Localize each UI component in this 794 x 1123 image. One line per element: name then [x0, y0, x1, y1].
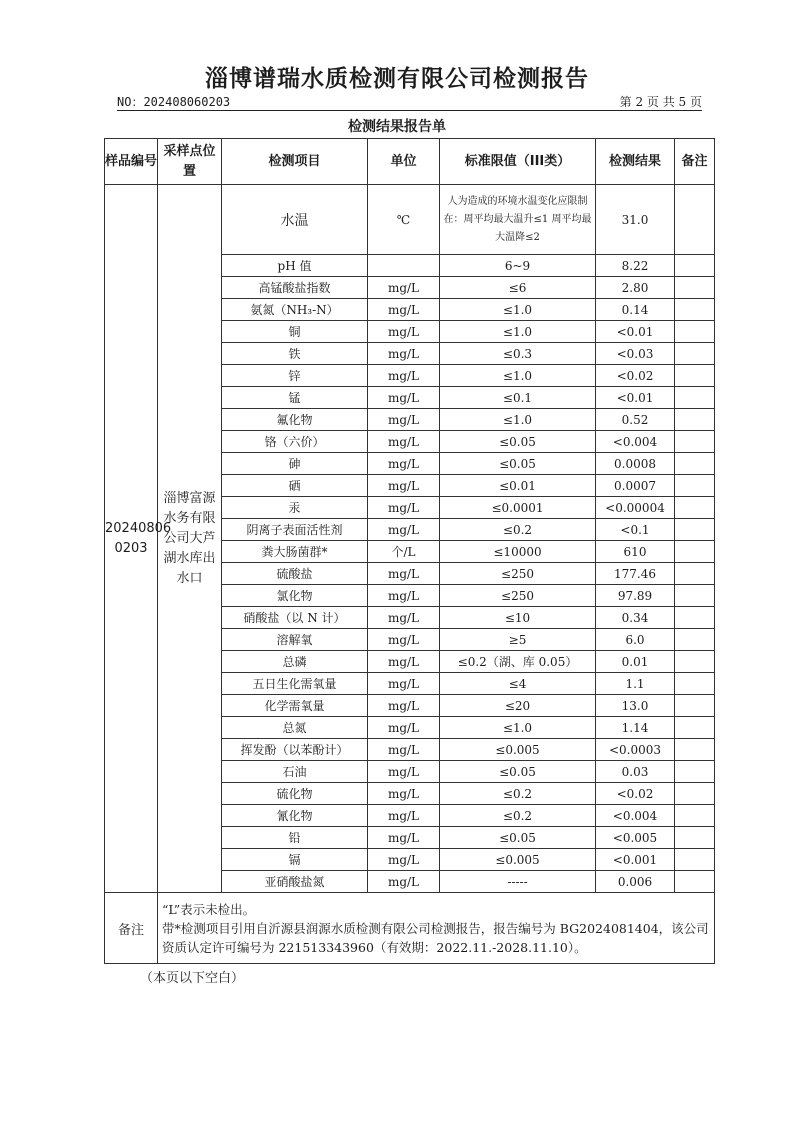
- unit: mg/L: [368, 475, 440, 497]
- test-result: <0.01: [596, 387, 675, 409]
- test-result: 8.22: [596, 255, 675, 277]
- remarks-label: 备注: [105, 893, 158, 964]
- unit: ℃: [368, 185, 440, 255]
- standard-limit: ≤10: [440, 607, 596, 629]
- standard-limit: ≤0.0001: [440, 497, 596, 519]
- row-remark: [675, 185, 715, 255]
- test-result: 1.14: [596, 717, 675, 739]
- test-item: 铁: [222, 343, 368, 365]
- standard-limit: 人为造成的环境水温变化应限制在：周平均最大温升≤1 周平均最大温降≤2: [440, 185, 596, 255]
- test-item: 氟化物: [222, 409, 368, 431]
- blank-page-note: （本页以下空白）: [140, 971, 245, 986]
- unit: mg/L: [368, 299, 440, 321]
- test-result: 6.0: [596, 629, 675, 651]
- test-item: 砷: [222, 453, 368, 475]
- test-item: pH 值: [222, 255, 368, 277]
- test-result: 0.01: [596, 651, 675, 673]
- unit: mg/L: [368, 607, 440, 629]
- row-remark: [675, 673, 715, 695]
- standard-limit: ≤20: [440, 695, 596, 717]
- unit: [368, 255, 440, 277]
- test-result: 0.0008: [596, 453, 675, 475]
- test-result: 177.46: [596, 563, 675, 585]
- test-item: 铬（六价）: [222, 431, 368, 453]
- remarks-content: [158, 893, 715, 964]
- unit: mg/L: [368, 849, 440, 871]
- sample-location: 淄博富源水务有限公司大芦湖水库出水口: [158, 185, 222, 893]
- standard-limit: ≤1.0: [440, 365, 596, 387]
- report-title: 淄博谱瑞水质检测有限公司检测报告: [205, 66, 589, 92]
- row-remark: [675, 805, 715, 827]
- test-item: 硒: [222, 475, 368, 497]
- standard-limit: ≤250: [440, 563, 596, 585]
- sample-id: 20240806 0203: [105, 185, 158, 893]
- col-header-remark: 备注: [675, 139, 715, 185]
- test-item: 汞: [222, 497, 368, 519]
- unit: mg/L: [368, 387, 440, 409]
- test-result: <0.005: [596, 827, 675, 849]
- standard-limit: -----: [440, 871, 596, 893]
- unit: mg/L: [368, 783, 440, 805]
- row-remark: [675, 739, 715, 761]
- row-remark: [675, 343, 715, 365]
- row-remark: [675, 651, 715, 673]
- unit: mg/L: [368, 827, 440, 849]
- remarks-line: 带*检测项目引用自沂源县润源水质检测有限公司检测报告，报告编号为 BG2024081404，该公司资质认定许可编号为 221513343960（有效期：2022.11.-2028.11.10）。: [162, 920, 709, 955]
- unit: mg/L: [368, 497, 440, 519]
- results-table: [104, 138, 715, 964]
- standard-limit: ≤0.2: [440, 519, 596, 541]
- test-result: 1.1: [596, 673, 675, 695]
- test-result: 0.14: [596, 299, 675, 321]
- col-header-limit: 标准限值（III类）: [440, 139, 596, 185]
- row-remark: [675, 585, 715, 607]
- test-result: <0.03: [596, 343, 675, 365]
- test-result: <0.004: [596, 805, 675, 827]
- test-result: <0.02: [596, 783, 675, 805]
- test-result: <0.00004: [596, 497, 675, 519]
- standard-limit: ≤0.2: [440, 805, 596, 827]
- row-remark: [675, 871, 715, 893]
- row-remark: [675, 849, 715, 871]
- test-item: 挥发酚（以苯酚计）: [222, 739, 368, 761]
- standard-limit: ≤0.1: [440, 387, 596, 409]
- remarks-row: [105, 893, 715, 964]
- unit: mg/L: [368, 431, 440, 453]
- row-remark: [675, 497, 715, 519]
- unit: mg/L: [368, 277, 440, 299]
- unit: mg/L: [368, 695, 440, 717]
- standard-limit: ≤0.2: [440, 783, 596, 805]
- standard-limit: ≤1.0: [440, 717, 596, 739]
- test-result: 0.03: [596, 761, 675, 783]
- row-remark: [675, 541, 715, 563]
- unit: mg/L: [368, 651, 440, 673]
- test-item: 硫化物: [222, 783, 368, 805]
- standard-limit: ≤0.05: [440, 761, 596, 783]
- test-result: 610: [596, 541, 675, 563]
- row-remark: [675, 783, 715, 805]
- test-item: 石油: [222, 761, 368, 783]
- col-header-result: 检测结果: [596, 139, 675, 185]
- col-header-location: 采样点位置: [158, 139, 222, 185]
- test-item: 氯化物: [222, 585, 368, 607]
- table-header-row: [105, 139, 715, 185]
- unit: mg/L: [368, 563, 440, 585]
- test-item: 硫酸盐: [222, 563, 368, 585]
- row-remark: [675, 827, 715, 849]
- test-result: <0.1: [596, 519, 675, 541]
- unit: mg/L: [368, 343, 440, 365]
- standard-limit: ≤1.0: [440, 299, 596, 321]
- standard-limit: ≤1.0: [440, 409, 596, 431]
- col-header-item: 检测项目: [222, 139, 368, 185]
- row-remark: [675, 563, 715, 585]
- test-item: 氨氮（NH₃-N）: [222, 299, 368, 321]
- test-item: 镉: [222, 849, 368, 871]
- test-result: 13.0: [596, 695, 675, 717]
- report-number: NO：202408060203: [117, 95, 231, 109]
- row-remark: [675, 387, 715, 409]
- standard-limit: ≤10000: [440, 541, 596, 563]
- row-remark: [675, 761, 715, 783]
- test-item: 锰: [222, 387, 368, 409]
- section-title: 检测结果报告单: [348, 119, 446, 135]
- unit: mg/L: [368, 871, 440, 893]
- test-item: 总磷: [222, 651, 368, 673]
- standard-limit: ≤0.005: [440, 849, 596, 871]
- test-item: 溶解氧: [222, 629, 368, 651]
- test-item: 硝酸盐（以 N 计）: [222, 607, 368, 629]
- row-remark: [675, 475, 715, 497]
- unit: mg/L: [368, 805, 440, 827]
- report-meta-row: [117, 92, 702, 111]
- row-remark: [675, 277, 715, 299]
- row-remark: [675, 607, 715, 629]
- test-result: 97.89: [596, 585, 675, 607]
- unit: mg/L: [368, 585, 440, 607]
- standard-limit: ≤0.05: [440, 453, 596, 475]
- unit: mg/L: [368, 453, 440, 475]
- standard-limit: ≤4: [440, 673, 596, 695]
- test-result: 31.0: [596, 185, 675, 255]
- row-remark: [675, 717, 715, 739]
- test-item: 高锰酸盐指数: [222, 277, 368, 299]
- test-result: <0.004: [596, 431, 675, 453]
- page-info: 第 2 页 共 5 页: [619, 95, 702, 109]
- test-item: 五日生化需氧量: [222, 673, 368, 695]
- test-item: 水温: [222, 185, 368, 255]
- test-result: 0.52: [596, 409, 675, 431]
- col-header-sample-id: 样品编号: [105, 139, 158, 185]
- table-row: [105, 185, 715, 255]
- standard-limit: ≤0.01: [440, 475, 596, 497]
- test-item: 化学需氧量: [222, 695, 368, 717]
- test-result: <0.0003: [596, 739, 675, 761]
- row-remark: [675, 453, 715, 475]
- test-result: <0.02: [596, 365, 675, 387]
- table-body: [105, 185, 715, 893]
- row-remark: [675, 629, 715, 651]
- unit: 个/L: [368, 541, 440, 563]
- standard-limit: ≤0.005: [440, 739, 596, 761]
- unit: mg/L: [368, 717, 440, 739]
- unit: mg/L: [368, 761, 440, 783]
- row-remark: [675, 431, 715, 453]
- standard-limit: ≤0.05: [440, 431, 596, 453]
- row-remark: [675, 409, 715, 431]
- test-result: <0.001: [596, 849, 675, 871]
- row-remark: [675, 695, 715, 717]
- test-item: 铅: [222, 827, 368, 849]
- unit: mg/L: [368, 365, 440, 387]
- unit: mg/L: [368, 739, 440, 761]
- row-remark: [675, 321, 715, 343]
- row-remark: [675, 519, 715, 541]
- test-item: 锌: [222, 365, 368, 387]
- unit: mg/L: [368, 673, 440, 695]
- row-remark: [675, 299, 715, 321]
- standard-limit: ≤1.0: [440, 321, 596, 343]
- test-result: 0.0007: [596, 475, 675, 497]
- standard-limit: ≤0.2（湖、库 0.05）: [440, 651, 596, 673]
- standard-limit: ≤6: [440, 277, 596, 299]
- test-item: 铜: [222, 321, 368, 343]
- row-remark: [675, 255, 715, 277]
- test-result: 2.80: [596, 277, 675, 299]
- test-result: 0.006: [596, 871, 675, 893]
- standard-limit: 6~9: [440, 255, 596, 277]
- col-header-unit: 单位: [368, 139, 440, 185]
- remarks-line: “L”表示未检出。: [162, 901, 256, 917]
- row-remark: [675, 365, 715, 387]
- test-item: 氰化物: [222, 805, 368, 827]
- test-item: 粪大肠菌群*: [222, 541, 368, 563]
- standard-limit: ≤0.05: [440, 827, 596, 849]
- test-item: 阴离子表面活性剂: [222, 519, 368, 541]
- test-item: 亚硝酸盐氮: [222, 871, 368, 893]
- unit: mg/L: [368, 321, 440, 343]
- standard-limit: ≤0.3: [440, 343, 596, 365]
- standard-limit: ≤250: [440, 585, 596, 607]
- unit: mg/L: [368, 629, 440, 651]
- unit: mg/L: [368, 409, 440, 431]
- test-result: 0.34: [596, 607, 675, 629]
- test-result: <0.01: [596, 321, 675, 343]
- test-item: 总氮: [222, 717, 368, 739]
- standard-limit: ≥5: [440, 629, 596, 651]
- unit: mg/L: [368, 519, 440, 541]
